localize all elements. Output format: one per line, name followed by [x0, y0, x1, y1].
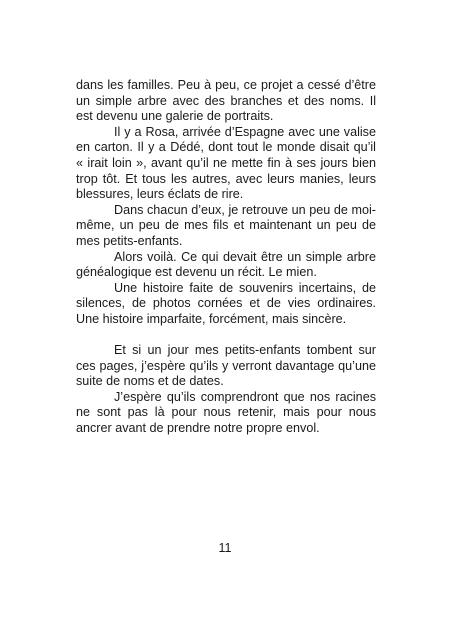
paragraph-histoire: Une histoire faite de souvenirs incertains, de silences, de photos cornées et de vies ordinaires. Une histoire imparfaite, forcément, mais sincère. — [76, 280, 376, 326]
page-number: 11 — [218, 541, 232, 555]
paragraph-continuation: dans les familles. Peu à peu, ce projet a cessé d’être un simple arbre avec des branches et des noms. Il est devenu une galerie de portraits. — [76, 78, 376, 124]
paragraph-racines: J’espère qu’ils comprendront que nos racines ne sont pas là pour nous retenir, mais pour nous ancrer avant de prendre notre propre envol. — [76, 389, 376, 436]
paragraph-rosa-dede: Il y a Rosa, arrivée d’Espagne avec une valise en carton. Il y a Dédé, dont tout le monde disait qu’il « irait loin », avant qu’il ne mette fin à ses jours bien trop tôt. Et tous les autres, avec leurs manies, leurs blessures, leurs éclats de rire. — [76, 124, 376, 202]
paragraph-alors-voila: Alors voilà. Ce qui devait être un simple arbre généalogique est devenu un récit. Le mien. — [76, 249, 376, 280]
paragraph-chacun: Dans chacun d’eux, je retrouve un peu de moi-même, un peu de mes fils et maintenant un peu de mes petits-enfants. — [76, 202, 376, 248]
paragraph-petits-enfants: Et si un jour mes petits-enfants tombent sur ces pages, j’espère qu’ils y verront davantage qu’une suite de noms et de dates. — [76, 343, 376, 389]
body-text — [76, 78, 376, 437]
